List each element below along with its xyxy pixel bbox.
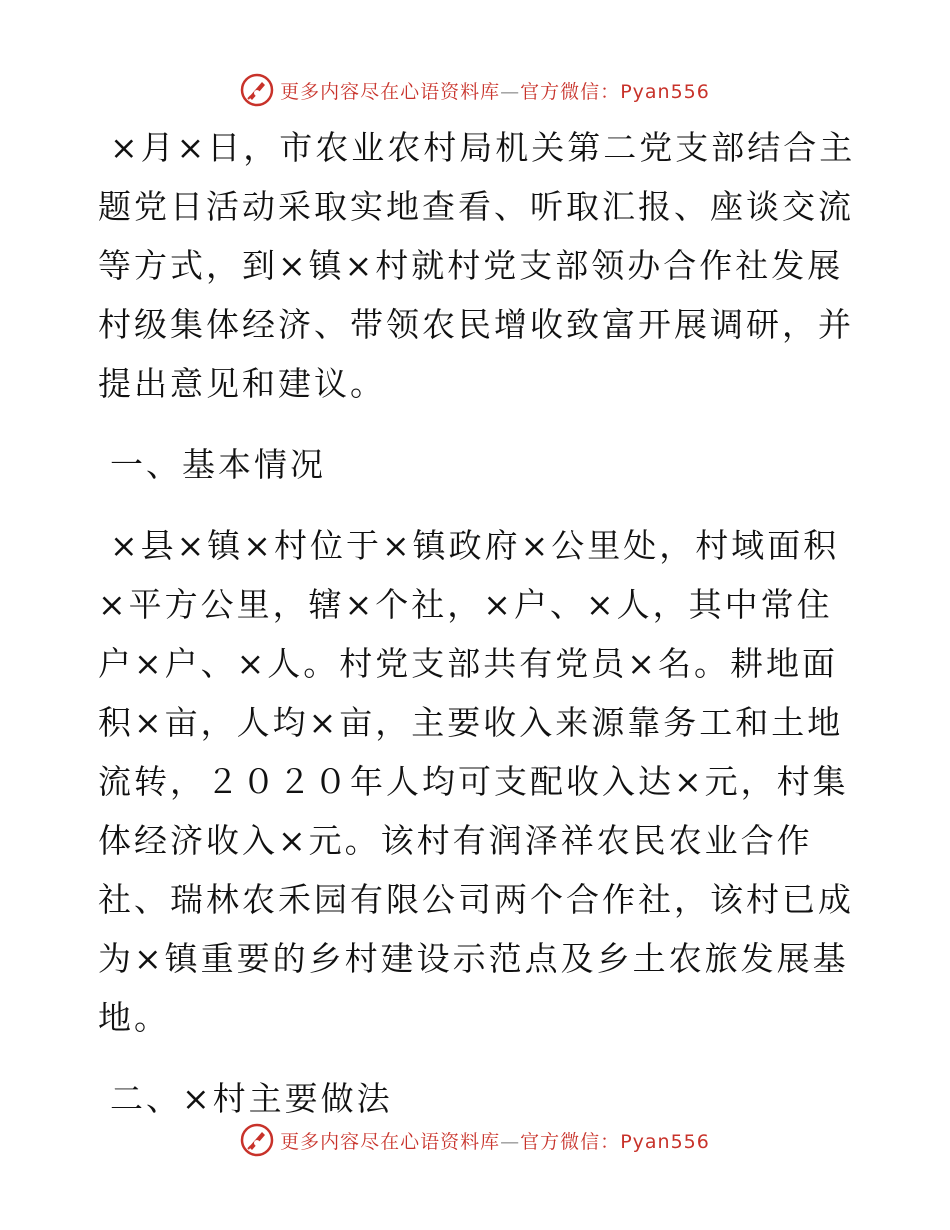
section-heading-main-practices: 二、×村主要做法 bbox=[110, 1079, 393, 1118]
watermark-wechat-label: 官方微信： bbox=[520, 1130, 621, 1153]
watermark-text bbox=[280, 77, 710, 104]
quill-logo-icon bbox=[240, 1123, 274, 1157]
intro-paragraph: ×月×日，市农业农村局机关第二党支部结合主题党日活动采取实地查看、听取汇报、座谈交流等方式，到×镇×村就村党支部领办合作社发展村级集体经济、带领农民增收致富开展调研，并提出意见和建议。 bbox=[98, 128, 856, 403]
watermark-separator: — bbox=[500, 1130, 521, 1153]
watermark-wechat-id: Pyan556 bbox=[620, 1130, 710, 1153]
document-body bbox=[98, 118, 858, 1150]
header-watermark bbox=[0, 70, 950, 110]
watermark-wechat-label: 官方微信： bbox=[520, 80, 621, 103]
footer-watermark bbox=[0, 1120, 950, 1160]
quill-logo-icon bbox=[240, 73, 274, 107]
watermark-wechat-id: Pyan556 bbox=[620, 80, 710, 103]
watermark-main-text: 更多内容尽在心语资料库 bbox=[280, 80, 501, 103]
watermark-separator: — bbox=[500, 80, 521, 103]
section-heading-basic-info: 一、基本情况 bbox=[110, 445, 326, 484]
watermark-text bbox=[280, 1127, 710, 1154]
watermark-main-text: 更多内容尽在心语资料库 bbox=[280, 1130, 501, 1153]
basic-info-paragraph: ×县×镇×村位于×镇政府×公里处，村域面积×平方公里，辖×个社，×户、×人，其中常住户×户、×人。村党支部共有党员×名。耕地面积×亩，人均×亩，主要收入来源靠务工和土地流转，２０２０年人均可支配收入达×元，村集体经济收入×元。该村有润泽祥农民农业合作社、瑞林农禾园有限公司两个合作社，该村已成为×镇重要的乡村建设示范点及乡土农旅发展基地。 bbox=[98, 526, 854, 1037]
